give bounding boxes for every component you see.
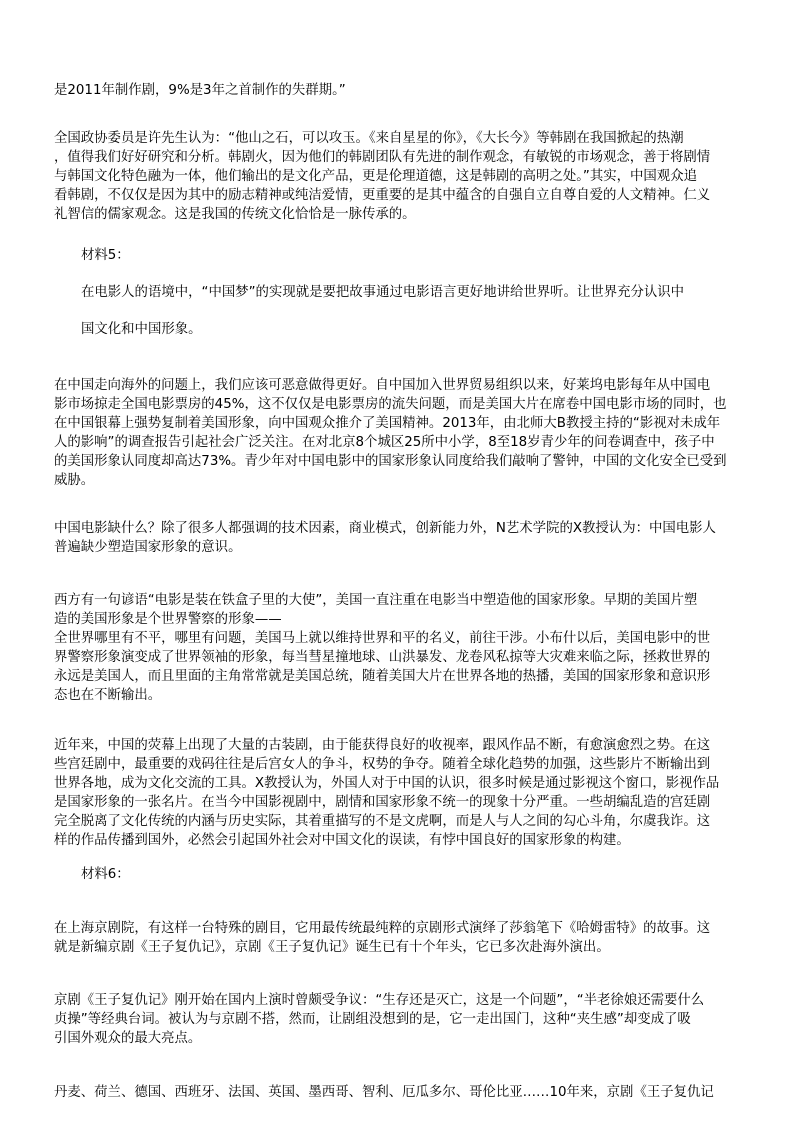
text-line: 完全脱离了文化传统的内涵与历史实际，其着重描写的不是文虎啊，而是人与人之间的勾心斗角，尔虞我诈。这 [54,814,711,829]
text-line: 些宫廷剧中，最重要的戏码往往是后宫女人的争斗，权势的争夺。随着全球化趋势的加强，这些影片不断输出到 [54,757,711,772]
text-line: 全世界哪里有不平，哪里有问题，美国马上就以维持世界和平的名义，前往干涉。小布什以后，美国电影中的世 [54,631,711,646]
text-line: 京剧《王子复仇记》刚开始在国内上演时曾颇受争议：“生存还是灭亡，这是一个问题”，“半老徐娘还需要什么 [54,993,705,1008]
text-line: 普遍缺少塑造国家形象的意识。 [54,540,242,555]
text-line: 样的作品传播到国外，必然会引起国外社会对中国文化的误读，有悖中国良好的国家形象的构建。 [54,833,630,848]
text-line: 看韩剧，不仅仅是因为其中的励志精神或纯洁爱情，更重要的是其中蕴含的自强自立自尊自爱的人文精神。仁义 [54,188,711,203]
paragraph-chinese-dream [81,283,744,302]
text-line: 在电影人的语境中，“中国梦”的实现就是要把故事通过电影语言更好地讲给世界听。让世界充分认识中 [81,285,685,300]
text-line: 丹麦、荷兰、德国、西班牙、法国、英国、墨西哥、智利、厄瓜多尔、哥伦比亚……10年来，京剧《王子复仇记 [54,1085,714,1100]
material-6-heading [81,865,744,884]
paragraph-intro-tail [54,81,744,100]
text-line: 近年来，中国的荧幕上出现了大量的古装剧，由于能获得良好的收视率，跟风作品不断，有愈演愈烈之势。在这 [54,738,711,753]
text-line: 与韩国文化特色融为一体，他们输出的是文化产品，更是伦理道德，这是韩剧的高明之处。”其实，中国观众追 [54,169,697,184]
paragraph-what-film-lacks [54,519,744,557]
paragraph-costume-drama [54,736,744,850]
text-line: 西方有一句谚语“电影是装在铁盒子里的大使”，美国一直注重在电影当中塑造他的国家形象。早期的美国片塑 [54,593,698,608]
text-line: 在中国银幕上强势复制着美国形象，向中国观众推介了美国精神。2013年，由北师大B教授主持的“影视对未成年 [54,416,721,431]
text-line: 界警察形象演变成了世界领袖的形象，每当彗星撞地球、山洪暴发、龙卷风私掠等大灾难来临之际，拯救世界的 [54,650,711,665]
text-line: 中国电影缺什么？除了很多人都强调的技术因素，商业模式，创新能力外，N艺术学院的X教授认为：中国电影人 [54,521,716,536]
text-line: 全国政协委员是许先生认为：“他山之石，可以攻玉。《来自星星的你》，《大长今》等韩剧在我国掀起的热潮 [54,131,684,146]
paragraph-prince-revenge-controversy [54,991,744,1048]
text-line: 在中国走向海外的问题上，我们应该可恶意做得更好。自中国加入世界贸易组织以来，好莱坞电影每年从中国电 [54,378,711,393]
paragraph-shanghai-peking-opera [54,919,744,957]
text-line: 是2011年制作剧，9%是3年之首制作的失群期。” [54,83,346,98]
paragraph-chinese-dream-cont [81,320,744,339]
text-line: 国文化和中国形象。 [81,322,202,337]
text-line: 人的影响”的调查报告引起社会广泛关注。在对北京8个城区25所中小学，8至18岁青少年的问卷调查中，孩子中 [54,435,715,450]
text-line: 永远是美国人，而且里面的主角常常就是美国总统，随着美国大片在世界各地的热播，美国的国家形象和意识形 [54,669,711,684]
text-line: 材料5： [81,248,130,263]
text-line: 的美国形象认同度却高达73%。青少年对中国电影中的国家形象认同度给我们敲响了警钟，中国的文化安全已受到 [54,454,727,469]
text-line: 贞操”等经典台词。被认为与京剧不搭，然而，让剧组没想到的是，它一走出国门，这种“夹生感”却变成了吸 [54,1012,691,1027]
text-line: 就是新编京剧《王子复仇记》，京剧《王子复仇记》诞生已有十个年头，它已多次赴海外演出。 [54,940,610,955]
paragraph-us-national-image [54,591,744,705]
material-5-heading [81,246,744,265]
text-line: 材料6： [81,867,130,882]
text-line: 态也在不断输出。 [54,688,162,703]
paragraph-committee-member-view [54,129,744,224]
text-line: 影市场掠走全国电影票房的45%，这不仅仅是电影票房的流失问题，而是美国大片在席卷中国电影市场的同时，也 [54,397,727,412]
paragraph-hollywood-share [54,376,744,490]
text-line: 世界各地，成为文化交流的工具。X教授认为，外国人对于中国的认识，很多时候是通过影视这个窗口，影视作品 [54,776,720,791]
text-line: 造的美国形象是个世界警察的形象—— [54,612,282,627]
paragraph-overseas-tour [54,1083,744,1102]
text-line: 礼智信的儒家观念。这是我国的传统文化恰恰是一脉传承的。 [54,207,416,222]
text-line: 引国外观众的最大亮点。 [54,1031,202,1046]
text-line: 是国家形象的一张名片。在当今中国影视剧中，剧情和国家形象不统一的现象十分严重。一些胡编乱造的宫廷剧 [54,795,711,810]
text-line: 威胁。 [54,473,95,488]
text-line: ，值得我们好好研究和分析。韩剧火，因为他们的韩剧团队有先进的制作观念，有敏锐的市场观念，善于将剧情 [54,150,711,165]
text-line: 在上海京剧院，有这样一台特殊的剧目，它用最传统最纯粹的京剧形式演绎了莎翁笔下《哈姆雷特》的故事。这 [54,921,711,936]
